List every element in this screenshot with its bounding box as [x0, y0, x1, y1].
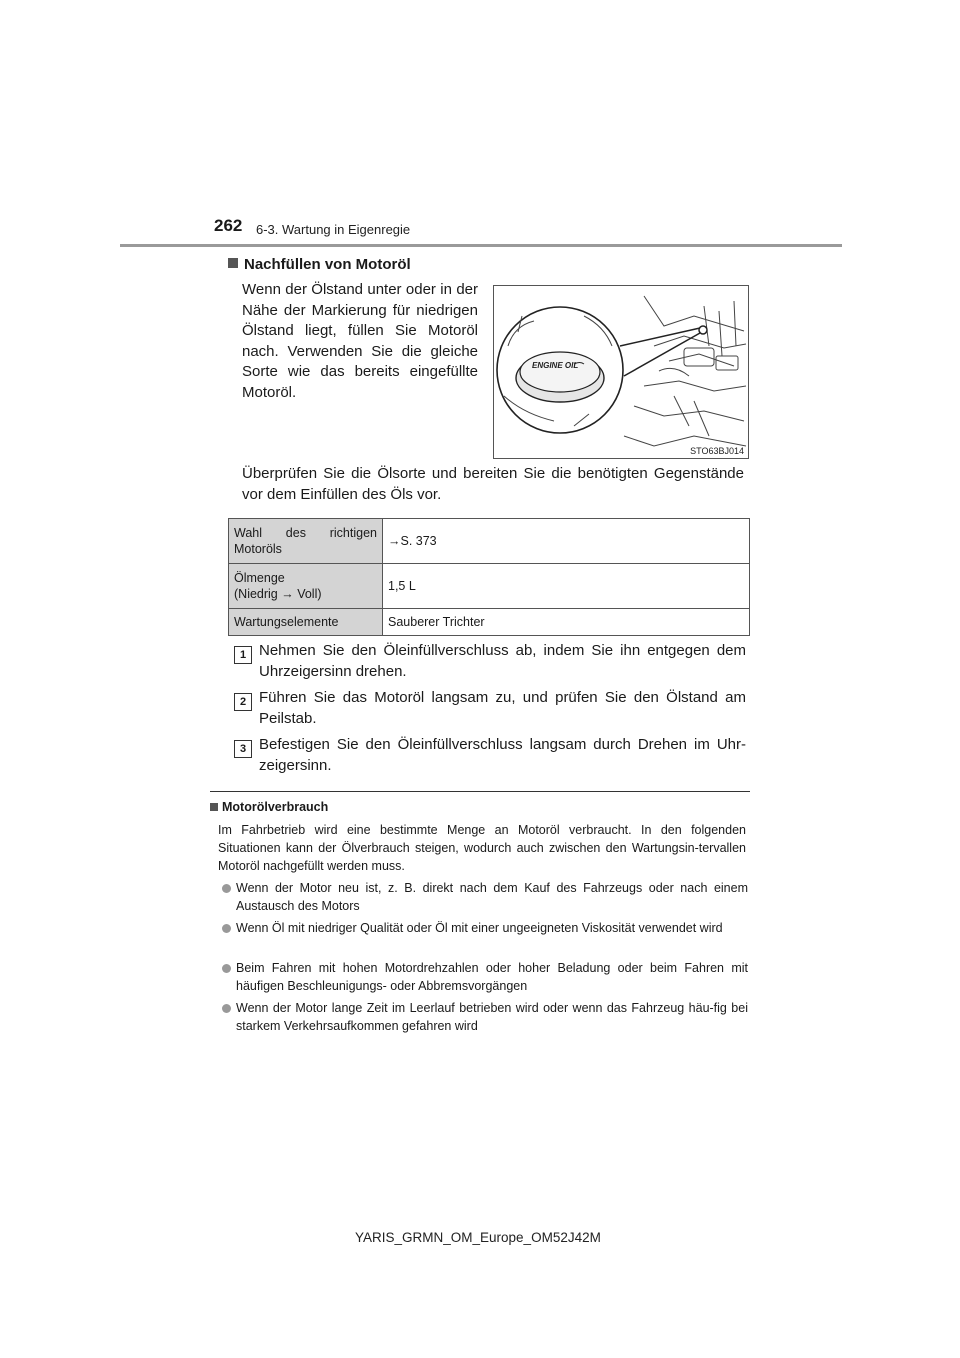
section-heading-text: Nachfüllen von Motoröl — [244, 256, 411, 273]
label-line: Motoröls — [234, 542, 282, 556]
table-cell-value: 1,5 L — [383, 564, 750, 609]
table-cell-value: →S. 373 — [383, 519, 750, 564]
step-item — [234, 687, 746, 729]
note-heading — [210, 800, 328, 814]
square-bullet-icon — [228, 258, 238, 268]
step-text: Nehmen Sie den Öleinfüllverschluss ab, indem Sie ihn entgegen dem Uhrzeigersinn drehen. — [259, 642, 746, 680]
list-item — [222, 959, 748, 995]
engine-oil-cap-figure — [493, 285, 749, 459]
step-item — [234, 734, 746, 776]
list-item-text: Wenn Öl mit niedriger Qualität oder Öl mit einer ungeeigneten Viskosität verwendet wird — [236, 921, 723, 935]
table-cell-label — [229, 519, 383, 564]
list-item — [222, 999, 748, 1035]
list-item-text: Wenn der Motor lange Zeit im Leerlauf betrieben wird oder wenn das Fahrzeug häu-fig bei starkem Verkehrsaufkommen gefahren wird — [236, 1001, 748, 1033]
header-rule — [120, 244, 842, 247]
circle-bullet-icon — [222, 924, 231, 933]
table-row — [229, 519, 750, 564]
note-heading-text: Motorölverbrauch — [222, 800, 329, 814]
step-text: Befestigen Sie den Öleinfüllverschluss langsam durch Drehen im Uhr-zeigersinn. — [259, 736, 746, 774]
page-number: 262 — [214, 216, 243, 235]
engine-bay-illustration — [494, 286, 748, 458]
circle-bullet-icon — [222, 964, 231, 973]
table-cell-label: Wartungselemente — [229, 609, 383, 636]
table-row — [229, 609, 750, 636]
preparation-paragraph: Überprüfen Sie die Ölsorte und bereiten Sie die benötigten Gegenstände vor dem Einfüllen des Öls vor. — [242, 465, 744, 503]
label-line: Wahl des richtigen — [234, 526, 377, 540]
list-item — [222, 919, 748, 937]
oil-info-table — [228, 518, 750, 636]
step-number-badge: 2 — [234, 693, 252, 711]
cap-label-text: ENGINE OIL — [532, 361, 579, 370]
footer-document-code: YARIS_GRMN_OM_Europe_OM52J42M — [355, 1230, 601, 1245]
section-title: 6-3. Wartung in Eigenregie — [256, 222, 411, 237]
list-item-text: Wenn der Motor neu ist, z. B. direkt nach dem Kauf des Fahrzeugs oder nach einem Austausch des Motors — [236, 881, 748, 913]
circle-bullet-icon — [222, 884, 231, 893]
step-text: Führen Sie das Motoröl langsam zu, und prüfen Sie den Ölstand am Peilstab. — [259, 689, 746, 727]
square-bullet-icon — [210, 803, 218, 811]
table-cell-label: Ölmenge (Niedrig → Voll) — [229, 564, 383, 609]
step-number-badge: 1 — [234, 646, 252, 664]
section-heading — [228, 256, 411, 273]
note-divider — [210, 791, 750, 792]
note-body: Im Fahrbetrieb wird eine bestimmte Menge an Motoröl verbraucht. In den folgenden Situationen kann der Ölverbrauch steigen, wodurch auch zwischen den Wartungsin-tervallen Motoröl nachgefüllt werden muss. — [218, 823, 746, 873]
list-item — [222, 879, 748, 915]
table-row — [229, 564, 750, 609]
filler-location-marker — [699, 326, 707, 334]
step-item — [234, 640, 746, 682]
figure-code: STO63BJ014 — [690, 446, 744, 456]
step-number-badge: 3 — [234, 740, 252, 758]
list-item-text: Beim Fahren mit hohen Motordrehzahlen oder hoher Beladung oder beim Fahren mit häufigen Beschleunigungs- oder Abbremsvorgängen — [236, 961, 748, 993]
table-cell-value: Sauberer Trichter — [383, 609, 750, 636]
circle-bullet-icon — [222, 1004, 231, 1013]
intro-paragraph: Wenn der Ölstand unter oder in der Nähe der Markierung für niedrigen Ölstand liegt, füllen Sie Motoröl nach. Verwenden Sie die gleiche Sorte wie das bereits eingefüllte Motoröl. — [242, 281, 478, 401]
